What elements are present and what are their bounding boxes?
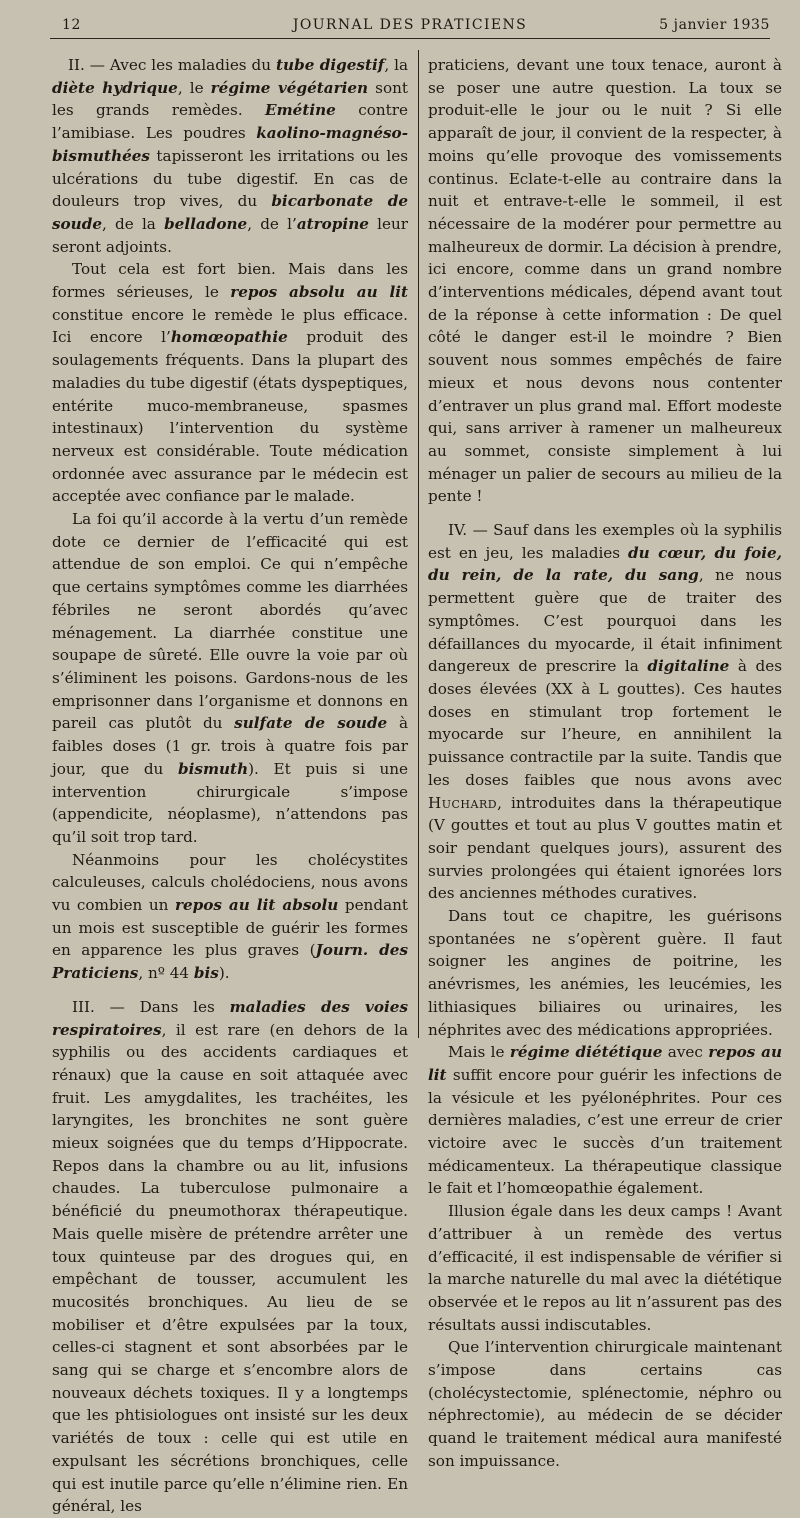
paragraph-foi-remede: La foi qu’il accorde à la vertu d’un remède dote ce dernier de l’efficacité qui est attendue de son emploi. Ce qui n’empêche que certains symptômes comme les diarrhées fébriles ne seront abordés qu’avec ménagement. La diarrhée constitue une soupape de sûreté. Elle ouvre la voie par où s’éliminent les poisons. Gardons-nous de les emprisonner dans l’organisme et donnons en pareil cas plutôt du sulfate de soude à faibles doses (1 gr. trois à quatre fois par jour, que du bismuth). Et puis si une intervention chirurgicale s’impose (appendicite, néoplasme), n’attendons pas qu’il soit trop tard.: [52, 510, 409, 846]
paragraph-illusion-egale: Illusion égale dans les deux camps ! Avant d’attribuer à un remède des vertus d’efficacité, il est indispensable de vérifier si la marche naturelle du mal avec la diététique observée et le repos au lit n’assurent pas des résultats aussi indiscutables.: [428, 1202, 782, 1334]
page-header: [50, 14, 770, 39]
paragraph-intervention-chirurgicale: Que l’intervention chirurgicale maintenant s’impose dans certains cas (cholécystectomie, splénectomie, néphro ou néphrectomie), au médecin de se décider quand le traitement médical aura manifesté son impuissance.: [428, 1338, 782, 1470]
paragraph-repos-absolu: Tout cela est fort bien. Mais dans les formes sérieuses, le repos absolu au lit constitue encore le remède le plus efficace. Ici encore l’homœopathie produit des soulagements fréquents. Dans la plupart des maladies du tube digestif (états dyspeptiques, entérite muco-membraneuse, spasmes intestinaux) l’intervention du système nerveux est considérable. Toute médication ordonnée avec assurance par le médecin est acceptée avec confiance par le malade.: [52, 260, 409, 506]
left-column: [52, 54, 408, 1518]
paragraph-regime-dietetique: Mais le régime diététique avec repos au lit suffit encore pour guérir les infections de la vésicule et les pyélonéphrites. Pour ces dernières maladies, c’est une erreur de crier victoire avec le succès d’un traitement médicamenteux. La thérapeutique classique le fait et l’homœopathie également.: [428, 1043, 782, 1198]
journal-title: JOURNAL DES PRATICIENS: [292, 17, 528, 33]
page-number: 12: [62, 17, 82, 33]
paragraph-cholecystites: Néanmoins pour les cholécystites calculeuses, calculs cholédociens, nous avons vu combien un repos au lit absolu pendant un mois est susceptible de guérir les formes en apparence les plus graves (Journ. des Praticiens, nº 44 bis).: [52, 850, 409, 983]
right-column: [428, 54, 782, 1473]
section-ii-paragraph: II. — Avec les maladies du tube digestif, la diète hydrique, le régime végétarien sont les grands remèdes. Emétine contre l’amibiase. Les poudres kaolino-magnéso-bismuthées tapisseront les irritations ou les ulcérations du tube digestif. En cas de douleurs trop vives, du bicarbonate de soude, de la belladone, de l’atropine leur seront adjoints.: [52, 56, 409, 256]
section-iii-paragraph: III. — Dans les maladies des voies respiratoires, il est rare (en dehors de la syphilis ou des accidents cardiaques et rénaux) que la cause en soit attaquée avec fruit. Les amygdalites, les trachéites, les laryngites, les bronchites ne sont guère mieux soignées que du temps d’Hippocrate. Repos dans la chambre ou au lit, infusions chaudes. La tuberculose pulmonaire a bénéficié du pneumothorax thérapeutique. Mais quelle misère de prétendre arrêter une toux quinteuse par des drogues qui, en empêchant de tousser, accumulent les mucosités bronchiques. Au lieu de se mobiliser et d’être expulsées par la toux, celles-ci stagnent et sont absorbées par le sang qui se charge et s’encombre alors de nouveaux déchets toxiques. Il y a longtemps que les phtisiologues ont insisté sur les deux variétés de toux : celle qui est utile en expulsant les sécrétions bronchiques, celle qui est inutile parce qu’elle n’élimine rien. En général, les: [52, 997, 408, 1516]
paragraph-guerisons-spontanees: Dans tout ce chapitre, les guérisons spontanées ne s’opèrent guère. Il faut soigner les angines de poitrine, les anévrismes, les anémies, les leucémies, les lithiasiques biliaires ou urinaires, les néphrites avec des médications appropriées.: [428, 907, 782, 1039]
column-divider: [418, 50, 419, 1038]
paragraph-toux-continuation: praticiens, devant une toux tenace, auront à se poser une autre question. La toux se produit-elle le jour ou le nuit ? Si elle apparaît de jour, il convient de la respecter, à moins qu’elle provoque des vomissements continus. Eclate-t-elle au contraire dans la nuit et entrave-t-elle le sommeil, il est nécessaire de la modérer pour permettre au malheureux de dormir. La décision à prendre, ici encore, comme dans un grand nombre d’interventions médicales, dépend avant tout de la réponse à cette information : De quel côté le danger est-il le moindre ? Bien souvent nous sommes empêchés de faire mieux et nous devons nous contenter d’entraver un plus grand mal. Effort modeste qui, sans arriver à ramener un malheureux au sommet, consiste simplement à lui ménager un palier de secours au milieu de la pente !: [428, 56, 782, 506]
issue-date: 5 janvier 1935: [659, 17, 770, 33]
author-name-huchard: Huchard: [428, 793, 498, 812]
section-iv-paragraph: IV. — Sauf dans les exemples où la syphilis est en jeu, les maladies du cœur, du foie, du rein, de la rate, du sang, ne nous permettent guère que de traiter des symptômes. C’est pourquoi dans les défaillances du myocarde, il était infiniment dangereux de prescrire la digitaline à des doses élevées (XX à L gouttes). Ces hautes doses en stimulant trop fortement le myocarde sur l’heure, en annihilent la puissance contractile par la suite. Tandis que les doses faibles que nous avons avec Huchard, introduites dans la thérapeutique (V gouttes et tout au plus V gouttes matin et soir pendant quelques jours), assurent des survies prolongées qui étaient ignorées lors des anciennes méthodes curatives.: [428, 521, 782, 903]
